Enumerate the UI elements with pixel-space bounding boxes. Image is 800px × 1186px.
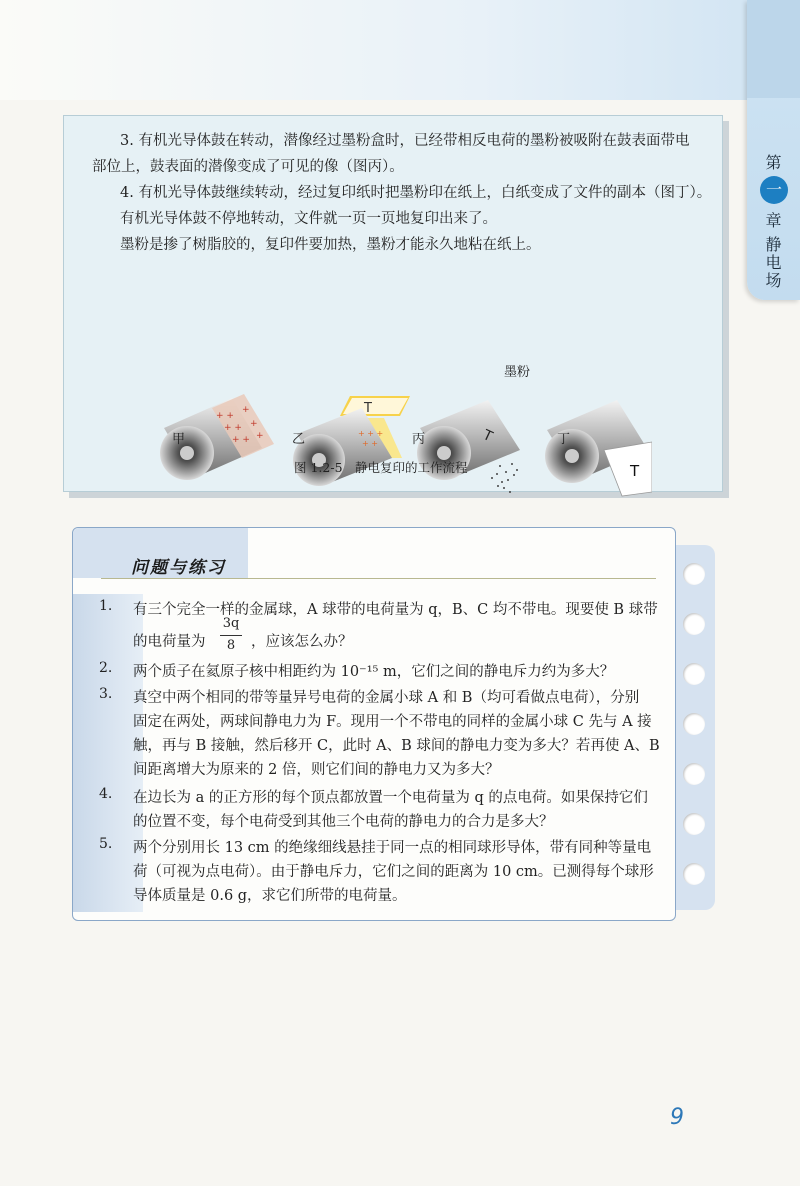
exercise-5-line-3: 导体质量是 0.6 g，求它们所带的电荷量。 bbox=[133, 888, 407, 904]
exercise-3-line-4: 间距离增大为原来的 2 倍，则它们间的静电力又为多大？ bbox=[133, 762, 500, 778]
info-paragraph-3-line-2: 部位上，鼓表面的潜像变成了可见的像（图丙）。 bbox=[92, 159, 404, 175]
chapter-tab-di: 第 bbox=[765, 153, 782, 172]
exercise-1-line-2b: ，应该怎么办？ bbox=[251, 634, 353, 650]
drum-bing bbox=[417, 400, 520, 493]
binder-ring bbox=[683, 613, 705, 635]
exercise-title-rule bbox=[101, 578, 656, 579]
svg-text:+: + bbox=[250, 419, 258, 429]
svg-text:T: T bbox=[480, 427, 495, 446]
exercise-3-number: 3. bbox=[99, 686, 113, 702]
chapter-title-char-2: 电 bbox=[765, 253, 782, 272]
info-paragraph-3-line-1: 3. 有机光导体鼓在转动，潜像经过墨粉盒时，已经带相反电荷的墨粉被吸附在鼓表面带电 bbox=[120, 133, 690, 149]
binder-ring bbox=[683, 863, 705, 885]
svg-text:+ +: + + bbox=[362, 439, 378, 448]
binder-ring bbox=[683, 663, 705, 685]
exercise-4-number: 4. bbox=[99, 786, 113, 802]
binder-ring bbox=[683, 563, 705, 585]
exercise-title: 问题与练习 bbox=[131, 558, 226, 578]
drum-ding bbox=[545, 400, 652, 496]
top-band bbox=[0, 0, 800, 100]
svg-text:+ +: + + bbox=[232, 435, 250, 445]
exercise-5-line-1: 两个分别用长 13 cm 的绝缘细线悬挂于同一点的相同球形导体，带有同种等量电 bbox=[133, 840, 652, 856]
fraction-bar bbox=[220, 635, 242, 636]
exercise-1-line-1: 有三个完全一样的金属球，A 球带的电荷量为 q，B、C 均不带电。现要使 B 球带 bbox=[133, 602, 658, 618]
figure-label-ding: 丁 bbox=[557, 432, 571, 447]
chapter-tab bbox=[747, 0, 800, 300]
exercise-4-line-1: 在边长为 a 的正方形的每个顶点都放置一个电荷量为 q 的点电荷。如果保持它们 bbox=[133, 790, 648, 806]
exercise-3-line-3: 触，再与 B 接触，然后移开 C，此时 A、B 球间的静电力变为多大？若再使 A、B bbox=[133, 738, 660, 754]
info-paragraph-toner: 墨粉是掺了树脂胶的，复印件要加热，墨粉才能永久地粘在纸上。 bbox=[120, 237, 541, 253]
svg-text:+: + bbox=[242, 405, 250, 415]
figure-label-bing: 丙 bbox=[412, 432, 426, 447]
info-box bbox=[63, 115, 723, 492]
fraction-numerator: 3q bbox=[222, 616, 240, 631]
exercise-5-line-2: 荷（可视为点电荷）。由于静电斥力，它们之间的距离为 10 cm。已测得每个球形 bbox=[133, 864, 654, 880]
figure-caption: 图 1.2-5 静电复印的工作流程 bbox=[294, 460, 468, 475]
chapter-tab-top bbox=[747, 0, 800, 98]
binder-strip bbox=[671, 545, 715, 910]
svg-text:+ + +: + + + bbox=[358, 429, 384, 438]
info-paragraph-4: 4. 有机光导体鼓继续转动，经过复印纸时把墨粉印在纸上，白纸变成了文件的副本（图丁）。 bbox=[120, 185, 712, 201]
exercise-1-number: 1. bbox=[99, 598, 113, 614]
chapter-title-char-1: 静 bbox=[765, 235, 782, 254]
exercise-4-line-2: 的位置不变，每个电荷受到其他三个电荷的静电力的合力是多大？ bbox=[133, 814, 554, 830]
binder-ring bbox=[683, 813, 705, 835]
exercise-3-line-1: 真空中两个相同的带等量异号电荷的金属小球 A 和 B（均可看做点电荷），分别 bbox=[133, 690, 640, 706]
binder-ring bbox=[683, 763, 705, 785]
figure-label-jia: 甲 bbox=[172, 432, 186, 447]
svg-text:+ +: + + bbox=[224, 423, 242, 433]
exercise-panel bbox=[72, 527, 676, 921]
figure-label-yi: 乙 bbox=[292, 432, 306, 447]
info-paragraph-summary: 有机光导体鼓不停地转动，文件就一页一页地复印出来了。 bbox=[120, 211, 497, 227]
page-number: 9 bbox=[670, 1105, 684, 1130]
svg-text:T: T bbox=[630, 462, 640, 480]
fraction-denominator: 8 bbox=[226, 638, 236, 653]
svg-text:+ +: + + bbox=[216, 411, 234, 421]
chapter-number-badge: 一 bbox=[760, 176, 788, 204]
exercise-2-line-1: 两个质子在氦原子核中相距约为 10⁻¹⁵ m，它们之间的静电斥力约为多大？ bbox=[133, 664, 615, 680]
svg-text:+: + bbox=[256, 431, 264, 441]
exercise-3-line-2: 固定在两处，两球间静电力为 F。现用一个不带电的同样的金属小球 C 先与 A 接 bbox=[133, 714, 652, 730]
exercise-1-line-2a: 的电荷量为 bbox=[133, 634, 206, 650]
toner-label: 墨粉 bbox=[504, 365, 531, 380]
chapter-tab-zhang: 章 bbox=[765, 211, 782, 230]
chapter-title-char-3: 场 bbox=[765, 271, 782, 290]
exercise-5-number: 5. bbox=[99, 836, 113, 852]
copier-process-figure bbox=[152, 378, 652, 528]
svg-text:T: T bbox=[364, 401, 372, 416]
binder-ring bbox=[683, 713, 705, 735]
exercise-2-number: 2. bbox=[99, 660, 113, 676]
